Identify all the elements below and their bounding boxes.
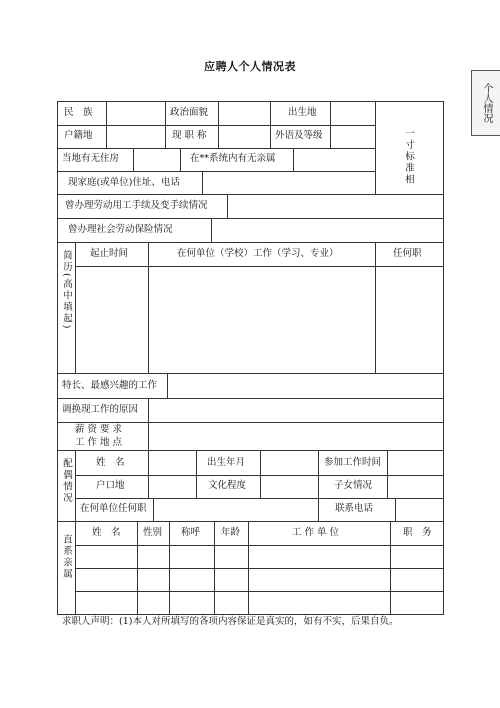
label-techang: 特长、最感兴趣的工作 xyxy=(62,380,158,391)
label-minzu: 民 族 xyxy=(64,107,93,118)
label-qinshu: 在**系统内有无亲属 xyxy=(190,153,276,164)
spouse-hukou-label: 户口地 xyxy=(96,480,125,491)
resume-col-unit: 在何单位（学校）工作（学习、专业） xyxy=(177,248,339,259)
label-xinzi: 薪 资 要 求 xyxy=(75,424,123,435)
label-chusheng: 出生地 xyxy=(288,107,317,118)
relatives-col-gender: 性别 xyxy=(143,527,163,538)
label-xianzhicheng: 现 职 称 xyxy=(172,130,207,141)
label-spouse-side: 配偶情况 xyxy=(61,458,72,504)
spouse-unit-label: 在何单位任何职 xyxy=(80,503,147,514)
label-zhengzhi: 政治面貌 xyxy=(170,107,209,118)
label-hujidi: 户籍地 xyxy=(64,130,93,141)
relatives-col-position: 职 务 xyxy=(403,527,432,538)
side-tab[interactable]: 个人情况 xyxy=(471,70,500,136)
spouse-worktime-label: 参加工作时间 xyxy=(324,457,382,468)
spouse-birth-label: 出生年月 xyxy=(207,457,246,468)
resume-col-position: 任何职 xyxy=(393,248,422,259)
label-waiyu: 外语及等级 xyxy=(275,130,323,141)
label-zhufang: 当地有无住房 xyxy=(62,153,120,164)
label-relatives-side: 直系亲属 xyxy=(61,534,72,580)
relatives-col-age: 年龄 xyxy=(221,527,241,538)
spouse-children-label: 子女情况 xyxy=(334,480,373,491)
photo-placeholder[interactable]: 一寸标准相 xyxy=(403,128,414,186)
resume-col-time: 起止时间 xyxy=(90,248,129,259)
label-shebao: 曾办理社会劳动保险情况 xyxy=(68,224,173,235)
spouse-phone-label: 联系电话 xyxy=(335,503,374,514)
spouse-name-label: 姓 名 xyxy=(96,457,125,468)
label-resume-side: 简历(高中填起) xyxy=(61,250,72,331)
relatives-col-name: 姓 名 xyxy=(92,527,121,538)
label-gongzuodidian: 工 作 地 点 xyxy=(75,437,123,448)
relatives-col-unit: 工 作 单 位 xyxy=(292,527,340,538)
relatives-col-title: 称呼 xyxy=(181,527,201,538)
spouse-edu-label: 文化程度 xyxy=(208,480,247,491)
label-laodong: 曾办理劳动用工手续及变手续情况 xyxy=(65,200,208,211)
page-title: 应聘人个人情况表 xyxy=(204,60,296,73)
label-tiaohuan: 调换现工作的原因 xyxy=(62,404,139,415)
declaration-text: 求职人声明：(1)本人对所填写的各项内容保证是真实的，如有不实，后果自负。 xyxy=(62,616,399,627)
label-jiating: 现家庭(或单位)住址、电话 xyxy=(68,177,180,188)
